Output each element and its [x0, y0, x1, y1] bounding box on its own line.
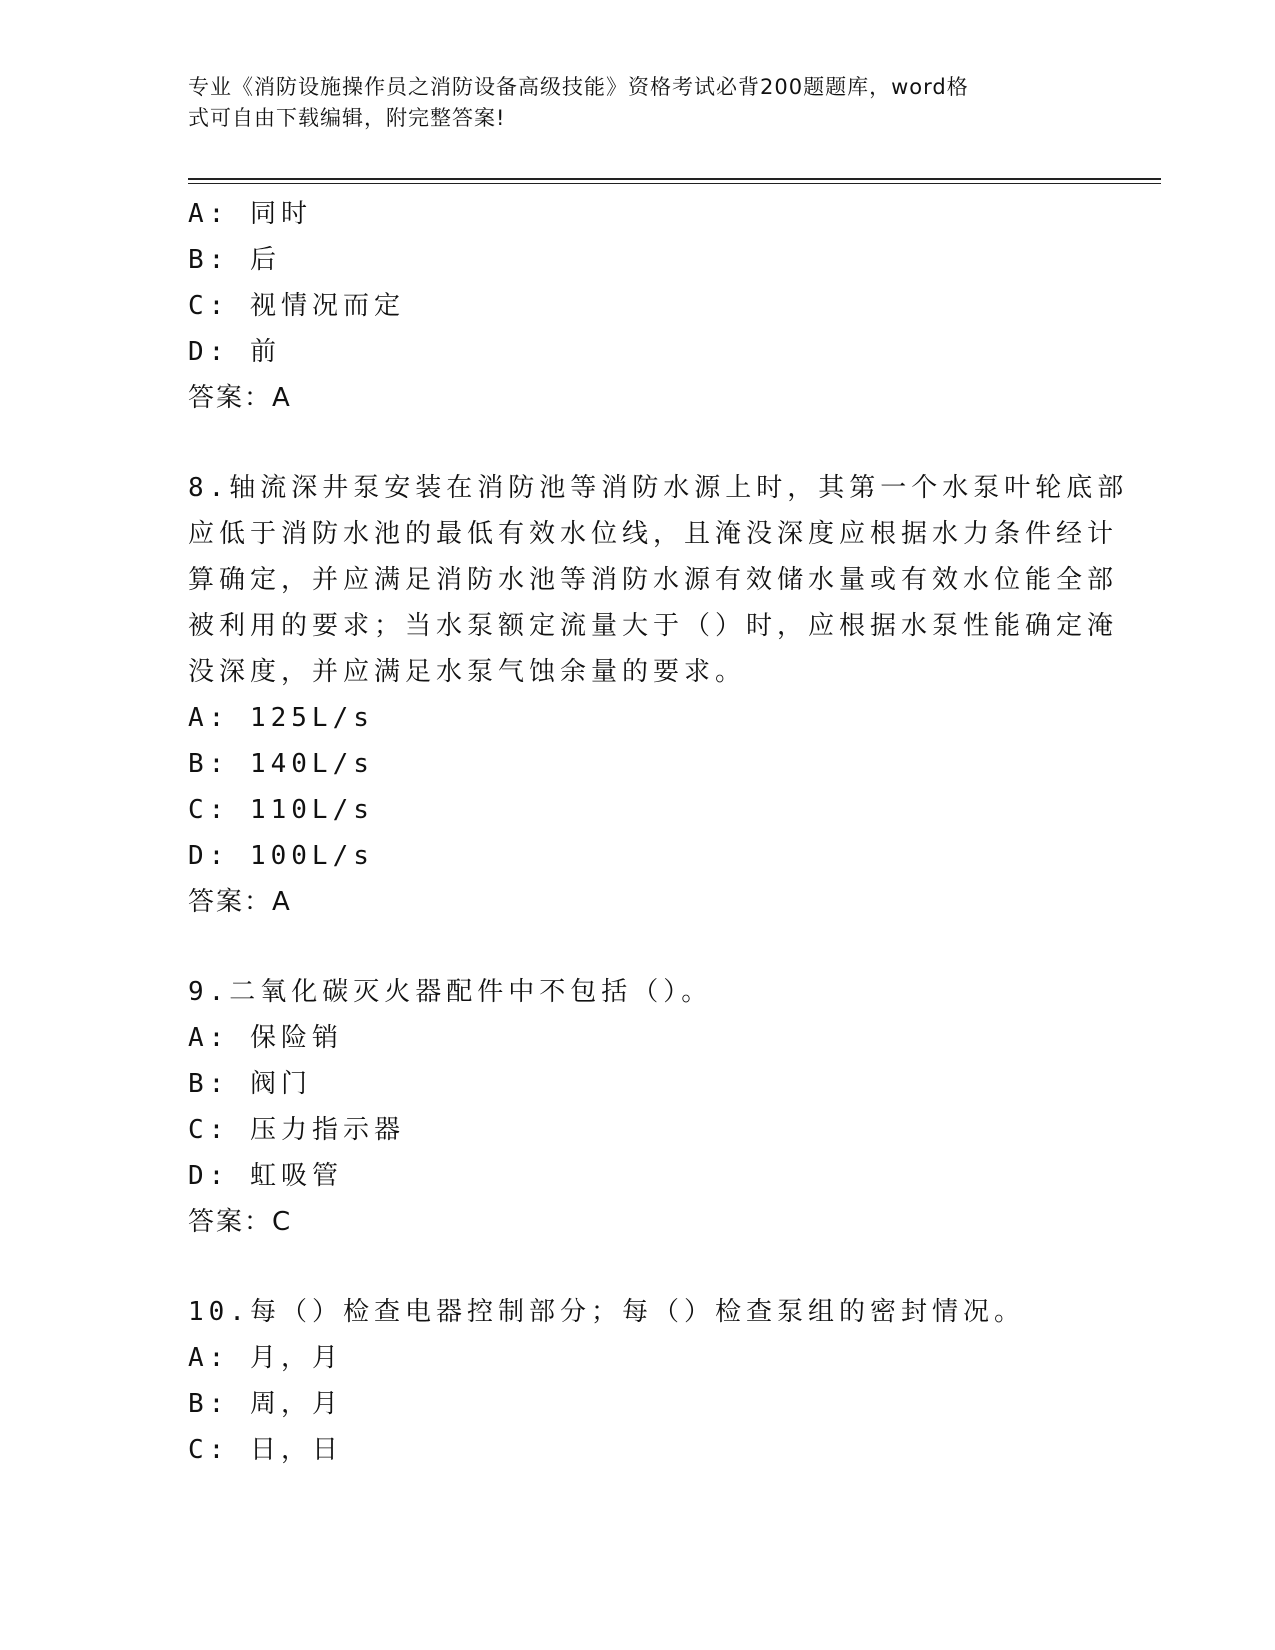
question-10-option-c: C: 日，日 [188, 1435, 343, 1465]
question-7-option-d: D: 前 [188, 337, 281, 367]
header-divider-thin [188, 183, 1161, 184]
question-8-block [188, 465, 1129, 925]
question-9-option-d: D: 虹吸管 [188, 1161, 343, 1191]
question-9-option-c: C: 压力指示器 [188, 1115, 405, 1145]
question-8-text-line-3: 算确定，并应满足消防水池等消防水源有效储水量或有效水位能全部 [188, 565, 1119, 595]
header-title-line-1: 专业《消防设施操作员之消防设备高级技能》资格考试必背200题题库，word格 [188, 75, 969, 99]
question-7-answer: 答案：A [188, 383, 292, 413]
question-8-option-a: A: 125L/s [188, 703, 374, 733]
question-10-text: 10.每（）检查电器控制部分；每（）检查泵组的密封情况。 [188, 1297, 1025, 1327]
question-9-block [188, 969, 1088, 1245]
question-spacer [188, 421, 1088, 465]
question-7-block [188, 191, 1088, 421]
question-8-text-line-4: 被利用的要求；当水泵额定流量大于（）时，应根据水泵性能确定淹 [188, 611, 1119, 641]
question-10-block [188, 1289, 1088, 1473]
question-8-option-c: C: 110L/s [188, 795, 374, 825]
question-9-text: 9.二氧化碳灭火器配件中不包括（）。 [188, 977, 713, 1007]
question-8-text-line-2: 应低于消防水池的最低有效水位线，且淹没深度应根据水力条件经计 [188, 519, 1119, 549]
question-7-option-a: A: 同时 [188, 199, 312, 229]
document-header [188, 72, 1068, 134]
question-7-option-c: C: 视情况而定 [188, 291, 405, 321]
question-8-option-d: D: 100L/s [188, 841, 374, 871]
question-9-option-b: B: 阀门 [188, 1069, 312, 1099]
question-8-option-b: B: 140L/s [188, 749, 374, 779]
header-divider-thick [188, 178, 1161, 180]
question-9-answer: 答案：C [188, 1207, 293, 1237]
question-10-option-b: B: 周，月 [188, 1389, 343, 1419]
question-list [188, 191, 1129, 1473]
question-7-option-b: B: 后 [188, 245, 281, 275]
question-9-option-a: A: 保险销 [188, 1023, 343, 1053]
question-8-answer: 答案：A [188, 887, 292, 917]
question-8-text-line-5: 没深度，并应满足水泵气蚀余量的要求。 [188, 657, 747, 687]
question-spacer [188, 925, 1088, 969]
question-8-text-line-1: 8.轴流深井泵安装在消防池等消防水源上时，其第一个水泵叶轮底部 [188, 473, 1129, 503]
header-title-line-2: 式可自由下载编辑，附完整答案! [188, 106, 506, 130]
question-10-option-a: A: 月，月 [188, 1343, 343, 1373]
question-spacer [188, 1245, 1088, 1289]
